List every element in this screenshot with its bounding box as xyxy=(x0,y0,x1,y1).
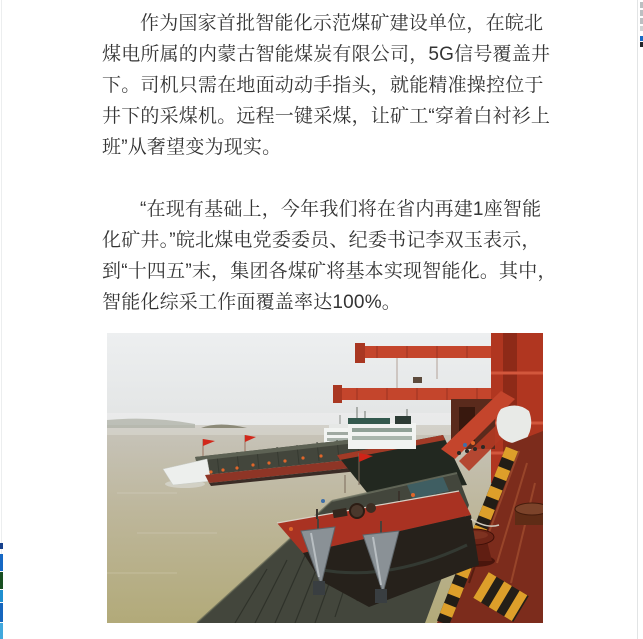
teal-roof xyxy=(348,418,390,424)
content-right-border xyxy=(637,0,638,639)
article-paragraph-2: “在现有基础上，今年我们将在省内再建1座智能化矿井。”皖北煤电党委委员、纪委书记李双玉表示，到“十四五”末，集团各煤矿将基本实现智能化。其中，智能化综采工作面覆盖率达100%。 xyxy=(102,199,557,313)
port-photo-svg xyxy=(107,333,543,623)
winch xyxy=(350,504,364,518)
article-photo xyxy=(107,333,543,623)
article-paragraph-1: 作为国家首批智能化示范煤矿建设单位，在皖北煤电所属的内蒙古智能煤炭有限公司，5G信号覆盖井下。司机只需在地面动动手指头，就能精准操控位于井下的采煤机。远程一键采煤，让矿工“穿着白衬衫上班”从奢望变为现实。 xyxy=(102,13,551,158)
article-body xyxy=(102,8,560,349)
content-left-border xyxy=(1,0,2,639)
white-tarp xyxy=(496,405,531,443)
